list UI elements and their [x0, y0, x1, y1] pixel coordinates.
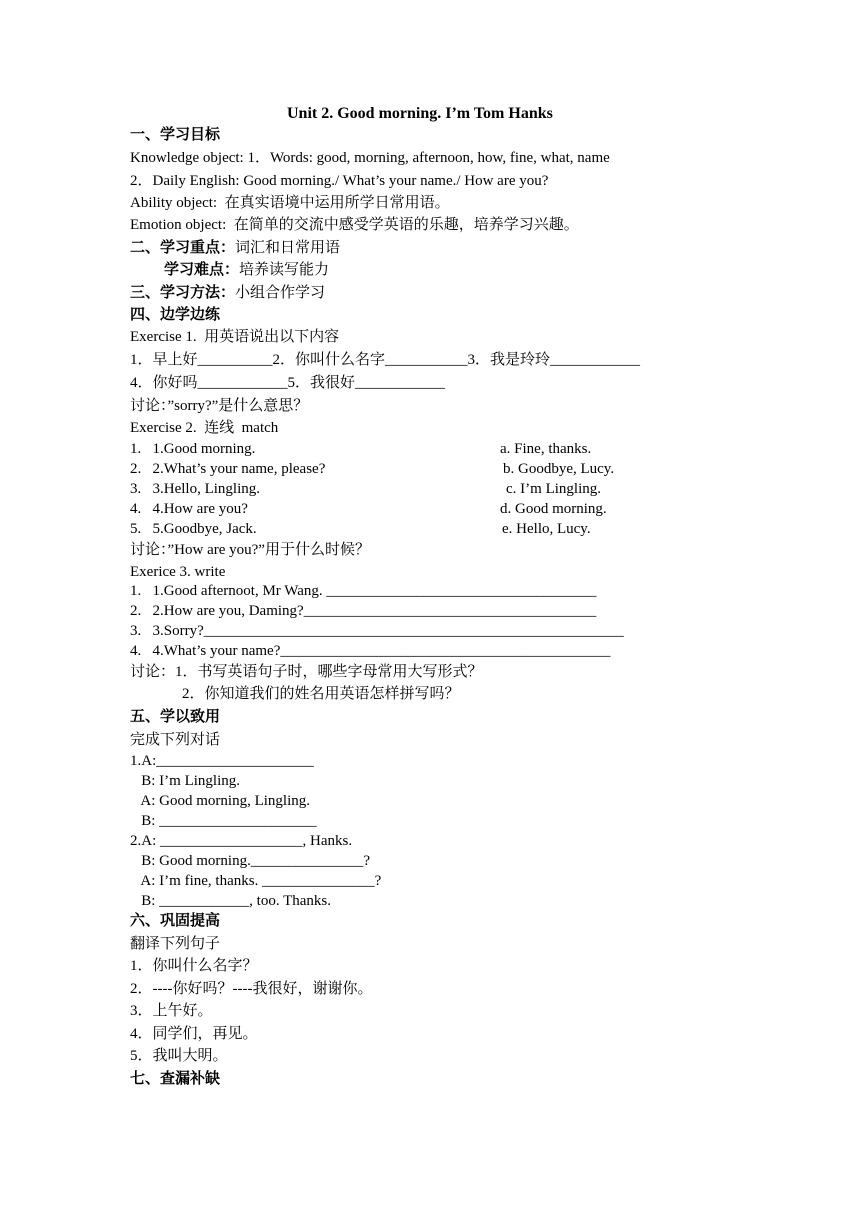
match-left-item: 1. 1.Good morning. [130, 441, 256, 457]
match-left-item: 4. 4.How are you? [130, 501, 248, 517]
key-points-line [130, 238, 340, 258]
discussion-3a: 讨论：1．书写英语句子时，哪些字母常用大写形式？ [130, 664, 483, 680]
translate-intro: 翻译下列句子 [130, 936, 221, 952]
translate-item: 1．你叫什么名字？ [130, 958, 258, 974]
difficulties-text: 培养读写能力 [239, 262, 330, 278]
daily-english: 2．Daily English: Good morning./ What’s your name./ How are you? [130, 173, 549, 189]
exercise1-line2: 4．你好吗____________5．我很好____________ [130, 375, 446, 391]
difficulties-label: 学习难点： [164, 262, 240, 278]
match-right-item: e. Hello, Lucy. [502, 521, 591, 537]
match-right-item: d. Good morning. [500, 501, 607, 517]
dialogue-line: B: Good morning._______________? [130, 853, 370, 869]
translate-item: 3．上午好。 [130, 1003, 213, 1019]
dialogue-line: A: Good morning, Lingling. [130, 793, 310, 809]
discussion-3b: 2．你知道我们的姓名用英语怎样拼写吗？ [182, 686, 460, 702]
method-line [130, 283, 325, 303]
exercise1-line1: 1．早上好__________2．你叫什么名字___________3．我是玲玲____________ [130, 352, 641, 368]
translate-item: 5．我叫大明。 [130, 1048, 228, 1064]
write-item: 3. 3.Sorry?________________________________________________________ [130, 623, 624, 639]
match-right-item: b. Goodbye, Lucy. [503, 461, 615, 477]
translate-item: 2．----你好吗？----我很好，谢谢你。 [130, 981, 373, 997]
write-item: 1. 1.Good afternoot, Mr Wang. ____________________________________ [130, 583, 597, 599]
discussion-1: 讨论：”sorry?”是什么意思？ [130, 398, 309, 414]
section-heading-consolidate: 六、巩固提高 [130, 913, 221, 929]
translate-item: 4．同学们，再见。 [130, 1026, 258, 1042]
exercise1-title: Exercise 1. 用英语说出以下内容 [130, 329, 340, 345]
section-heading-review: 七、查漏补缺 [130, 1071, 221, 1087]
write-item: 2. 2.How are you, Daming?_______________________________________ [130, 603, 597, 619]
match-right-item: c. I’m Lingling. [506, 481, 601, 497]
match-right-item: a. Fine, thanks. [500, 441, 592, 457]
discussion-2: 讨论：”How are you?”用于什么时候？ [130, 542, 370, 558]
section-heading-apply: 五、学以致用 [130, 709, 221, 725]
write-item: 4. 4.What’s your name?____________________________________________ [130, 643, 611, 659]
section-heading-key-points: 二、学习重点： [130, 240, 236, 256]
dialogue-line: B: ____________, too. Thanks. [130, 893, 331, 909]
section-heading-goals: 一、学习目标 [130, 127, 221, 143]
dialogue-line: B: I’m Lingling. [130, 773, 240, 789]
key-points-text: 词汇和日常用语 [235, 240, 341, 256]
emotion-object: Emotion object: 在简单的交流中感受学英语的乐趣，培养学习兴趣。 [130, 217, 579, 233]
dialogue-line: 1.A:_____________________ [130, 753, 314, 769]
section-heading-method: 三、学习方法： [130, 285, 236, 301]
match-left-item: 2. 2.What’s your name, please? [130, 461, 326, 477]
dialogue-intro: 完成下列对话 [130, 732, 221, 748]
dialogue-line: B: _____________________ [130, 813, 317, 829]
knowledge-object: Knowledge object: 1．Words: good, morning, afternoon, how, fine, what, name [130, 150, 610, 166]
difficulties-line [164, 260, 329, 280]
match-left-item: 3. 3.Hello, Lingling. [130, 481, 260, 497]
page-title: Unit 2. Good morning. I’m Tom Hanks [287, 105, 553, 122]
exercise2-title: Exercise 2. 连线 match [130, 420, 279, 436]
method-text: 小组合作学习 [235, 285, 326, 301]
section-heading-practice: 四、边学边练 [130, 307, 221, 323]
ability-object: Ability object: 在真实语境中运用所学日常用语。 [130, 195, 450, 211]
dialogue-line: A: I’m fine, thanks. _______________? [130, 873, 382, 889]
dialogue-line: 2.A: ___________________, Hanks. [130, 833, 353, 849]
match-left-item: 5. 5.Goodbye, Jack. [130, 521, 257, 537]
exercise3-title: Exerice 3. write [130, 564, 226, 580]
